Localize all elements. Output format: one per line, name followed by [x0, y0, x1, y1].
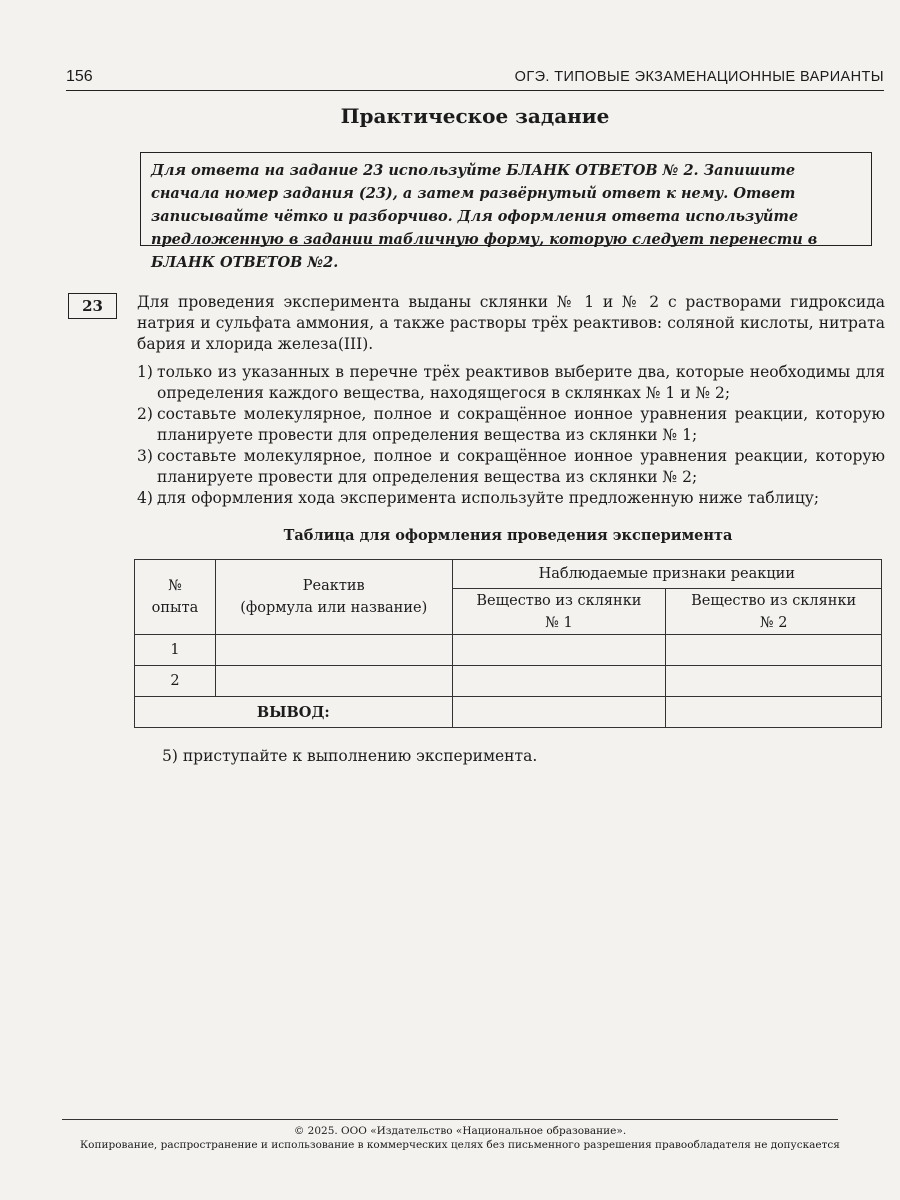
header-sub2-line2: № 2 [759, 614, 788, 631]
step-number: 3) [137, 447, 153, 465]
task-step [137, 362, 885, 404]
task-steps [137, 362, 885, 509]
table-header-row [135, 560, 882, 589]
step-number: 4) [137, 489, 153, 507]
step-number: 1) [137, 363, 153, 381]
footer-notice: Копирование, распространение и использование в коммерческих целях без письменного разрешения правообладателя не допускается [80, 1139, 840, 1151]
substance-2-cell [666, 666, 882, 697]
header-cell-substance-1 [452, 589, 666, 635]
step-text: составьте молекулярное, полное и сокращённое ионное уравнения реакции, которую планируете провести для определения вещества из склянки № 2; [157, 447, 885, 486]
task-number-box: 23 [68, 293, 117, 319]
running-head [66, 66, 884, 91]
instruction-box: Для ответа на задание 23 используйте БЛАНК ОТВЕТОВ № 2. Запишите сначала номер задания (23), а затем развёрнутый ответ к нему. Ответ записывайте чётко и разборчиво. Для оформления ответа используйте предложенную в задании табличную форму, которую следует перенести в БЛАНК ОТВЕТОВ №2. [140, 152, 872, 246]
task-step [137, 488, 885, 509]
header-cell-number [135, 560, 216, 635]
header-sub2-line1: Вещество из склянки [691, 592, 857, 609]
header-title: ОГЭ. ТИПОВЫЕ ЭКЗАМЕНАЦИОННЫЕ ВАРИАНТЫ [514, 69, 884, 85]
table-conclusion-row [135, 697, 882, 728]
step-text: для оформления хода эксперимента используйте предложенную ниже таблицу; [157, 489, 820, 507]
table-row [135, 666, 882, 697]
row-number-cell: 1 [135, 635, 216, 666]
task-step [137, 404, 885, 446]
step-text: составьте молекулярное, полное и сокращённое ионное уравнения реакции, которую планируете провести для определения вещества из склянки № 1; [157, 405, 885, 444]
header-number-line1: № [168, 578, 182, 594]
header-cell-substance-2 [666, 589, 882, 635]
conclusion-cell-1 [452, 697, 666, 728]
header-sub1-line2: № 1 [545, 614, 573, 631]
header-cell-reagent [215, 560, 452, 635]
header-sub1-line1: Вещество из склянки [476, 592, 642, 609]
substance-1-cell [452, 666, 666, 697]
substance-2-cell [666, 635, 882, 666]
step-text: только из указанных в перечне трёх реактивов выберите два, которые необходимы для определения каждого вещества, находящегося в склянках № 1 и № 2; [157, 363, 885, 402]
task-intro: Для проведения эксперимента выданы склянки № 1 и № 2 с растворами гидроксида натрия и сульфата аммония, а также растворы трёх реактивов: соляной кислоты, нитрата бария и хлорида железа(III). [137, 293, 885, 353]
conclusion-cell-2 [666, 697, 882, 728]
reagent-cell [215, 666, 452, 697]
row-number-cell: 2 [135, 666, 216, 697]
table-row [135, 635, 882, 666]
section-title: Практическое задание [340, 104, 610, 128]
footer-copyright: © 2025. ООО «Издательство «Национальное образование». [293, 1125, 627, 1137]
reagent-cell [215, 635, 452, 666]
substance-1-cell [452, 635, 666, 666]
header-reagent-line2: (формула или название) [240, 600, 428, 616]
task-step-final: 5) приступайте к выполнению эксперимента. [162, 747, 538, 765]
experiment-table [134, 559, 882, 728]
footer-divider [62, 1119, 838, 1120]
page-number: 156 [66, 68, 93, 85]
header-cell-observed: Наблюдаемые признаки реакции [452, 560, 881, 589]
step-number: 2) [137, 405, 153, 423]
task-step [137, 446, 885, 488]
header-number-line2: опыта [151, 600, 199, 616]
header-reagent-line1: Реактив [302, 578, 365, 594]
conclusion-label: ВЫВОД: [135, 697, 453, 728]
table-caption: Таблица для оформления проведения эксперимента [283, 527, 733, 544]
